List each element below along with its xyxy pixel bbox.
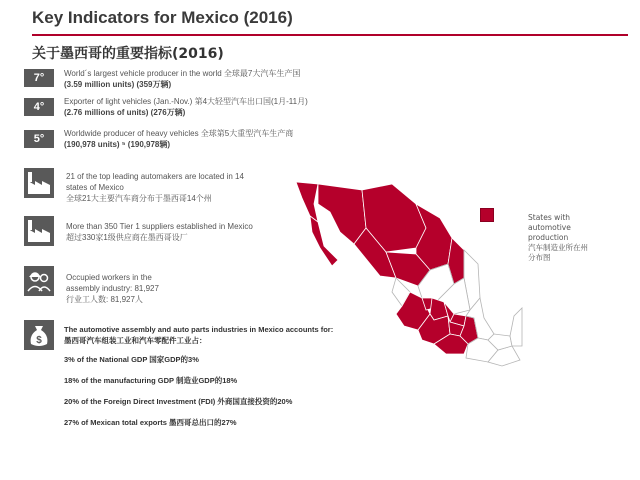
- fact-line: More than 350 Tier 1 suppliers established in Mexico: [66, 222, 253, 231]
- stat-fdi: 20% of the Foreign Direct Investment (FDI) 外商国直接投资的20%: [64, 397, 293, 406]
- rank-line: World´s largest vehicle producer in the world 全球最7大汽车生产国: [64, 69, 301, 78]
- factory-icon: [24, 216, 54, 246]
- stat-manufacturing: 18% of the manufacturing GDP 制造业GDP的18%: [64, 376, 238, 385]
- rank-text-heavy: [64, 128, 394, 150]
- stat-exports: 27% of Mexican total exports 墨西哥总出口的27%: [64, 418, 237, 427]
- fact-line: 全球21大主要汽车商分布于墨西哥14个州: [66, 194, 212, 203]
- stats-heading-zh: 墨西哥汽车组装工业和汽车零配件工业占：: [64, 336, 207, 345]
- svg-text:$: $: [36, 335, 42, 346]
- rank-badge-producer: 7°: [24, 69, 54, 87]
- fact-line: states of Mexico: [66, 183, 124, 192]
- legend-swatch: [480, 208, 494, 222]
- factory-icon: [24, 168, 54, 198]
- stat-gdp: 3% of the National GDP 国家GDP的3%: [64, 355, 199, 364]
- stats-heading-en: The automotive assembly and auto parts industries in Mexico accounts for:: [64, 325, 334, 334]
- legend-line: 分布图: [528, 253, 551, 262]
- legend-line: automotive: [528, 223, 571, 232]
- title-divider: [32, 34, 628, 36]
- fact-automakers: [66, 171, 296, 204]
- state-baja-california-sur: [310, 216, 338, 266]
- page-subtitle: 关于墨西哥的重要指标(2016): [32, 46, 224, 62]
- rank-value: (190,978 units) ⁵ (190,978辆): [64, 140, 171, 149]
- fact-line: 超过330家1级供应商在墨西哥设厂: [66, 233, 188, 242]
- rank-value: (3.59 million units) (359万辆): [64, 80, 172, 89]
- rank-line: Worldwide producer of heavy vehicles 全球第5大重型汽车生产商: [64, 129, 294, 138]
- page-title: Key Indicators for Mexico (2016): [32, 8, 293, 27]
- state-baja-california: [296, 182, 318, 222]
- legend-line: 汽车制造业所在州: [528, 243, 588, 252]
- rank-badge-heavy: 5°: [24, 130, 54, 148]
- fact-line: 行业工人数: 81,927人: [66, 295, 143, 304]
- fact-line: Occupied workers in the: [66, 273, 152, 282]
- fact-suppliers: [66, 221, 296, 243]
- mexico-map: [288, 168, 523, 368]
- map-legend: [528, 213, 628, 263]
- rank-text-exporter: [64, 96, 394, 118]
- state-sonora: [318, 184, 366, 244]
- state-campeche: [510, 308, 522, 346]
- fact-workers: [66, 272, 296, 305]
- rank-text-producer: [64, 68, 394, 90]
- rank-badge-exporter: 4°: [24, 98, 54, 116]
- legend-line: States with: [528, 213, 571, 222]
- legend-line: production: [528, 233, 569, 242]
- fact-line: 21 of the top leading automakers are located in 14: [66, 172, 244, 181]
- workers-icon: [24, 266, 54, 296]
- fact-line: assembly industry: 81,927: [66, 284, 159, 293]
- rank-value: (2.76 millions of units) (276万辆): [64, 108, 186, 117]
- money-bag-icon: [24, 320, 54, 350]
- rank-line: Exporter of light vehicles (Jan.-Nov.) 第4大轻型汽车出口国(1月-11月): [64, 97, 308, 106]
